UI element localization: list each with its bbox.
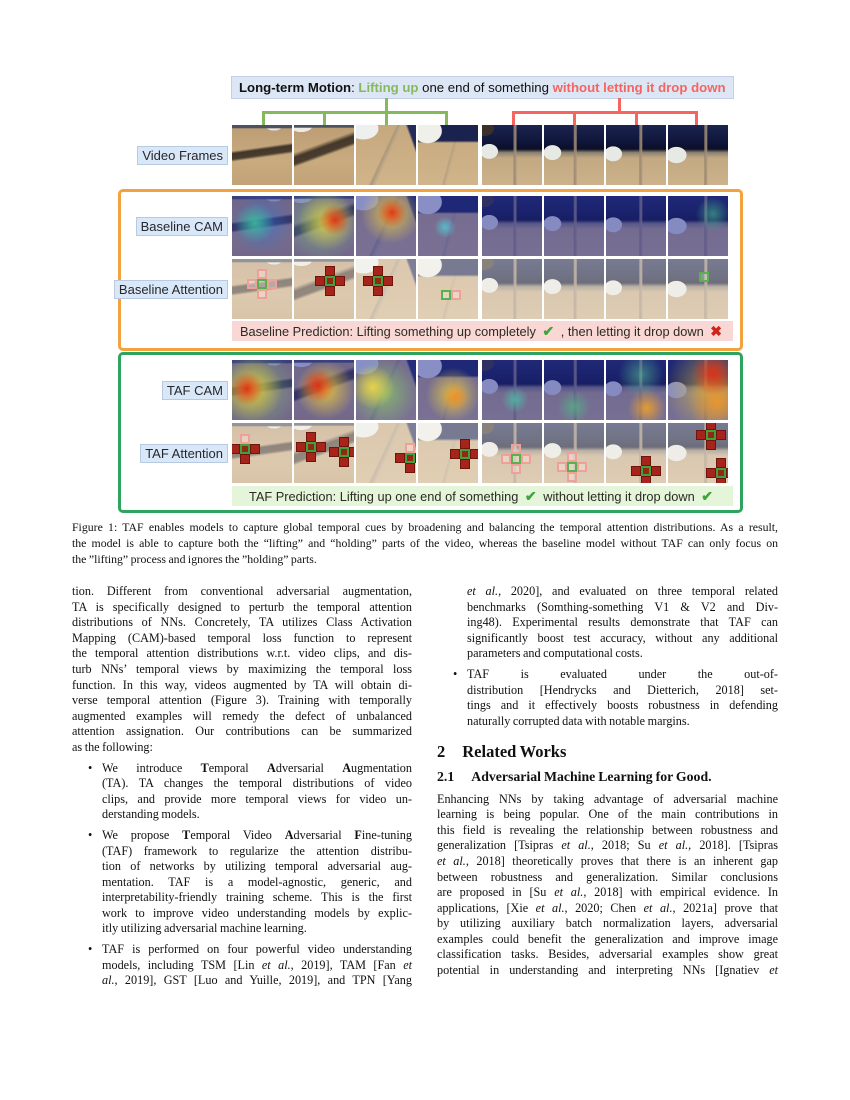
bracket-tick — [512, 111, 515, 126]
taf-att-frame-6 — [544, 423, 604, 483]
attention-cell — [349, 447, 354, 457]
attention-cell — [511, 444, 521, 454]
video-frame-2 — [294, 125, 354, 185]
cam-heatmap-overlay — [606, 196, 666, 256]
text-line: (TAF) framework to regularize the attention distribu- — [102, 843, 412, 858]
text-line: TAF is evaluated under the out-of- — [467, 666, 778, 681]
attention-cell — [450, 449, 460, 459]
attention-cell — [706, 440, 716, 450]
text-line: itly utilizing adversarial machine learning. — [102, 921, 307, 936]
text-line: examples could benefit the generalization and improve image — [437, 931, 778, 946]
taf-cam-frame-7 — [606, 360, 666, 420]
baseline-cam-frame-4 — [418, 196, 478, 256]
text-line: mentation. TAF is a model-agnostic, generic, and — [102, 874, 412, 889]
contribution-bullet-1 — [72, 761, 412, 823]
attention-cell — [325, 286, 335, 296]
baseline-cam-frame-3 — [356, 196, 416, 256]
attention-cell — [257, 269, 267, 279]
section-title: Related Works — [462, 742, 567, 762]
attention-cell — [451, 290, 461, 300]
taf-att-frame-5 — [482, 423, 542, 483]
taf-cam-frame-5 — [482, 360, 542, 420]
attention-cell — [460, 459, 470, 469]
text-line: augmented examples will remedy the defect of unbalanced — [72, 708, 412, 723]
text-line: verse temporal attention (Figure 3). Training with temporally — [72, 693, 412, 708]
attention-cell — [716, 430, 726, 440]
contribution-bullet-2 — [72, 828, 412, 937]
text-line: function. In this way, videos augmented by TA will obtain di- — [72, 677, 412, 692]
text-line: turb NNs’ temporal views by maximizing the temporal loss — [72, 661, 412, 676]
text-segment: Baseline Prediction: Lifting something up completely — [239, 323, 540, 339]
video-frame-3 — [356, 125, 416, 185]
text-line: the ”lifting” process and ignores the ”holding” parts. — [72, 552, 317, 566]
text-line: ing48). Experimental results demonstrate that TAF can — [467, 615, 778, 630]
text-line: models, including TSM [Lin et al., 2019], TAM [Fan et — [102, 957, 412, 972]
lifting-bracket — [262, 111, 448, 126]
attention-cell — [641, 476, 651, 483]
attention-cell — [567, 452, 577, 462]
video-frame-7 — [606, 125, 666, 185]
attention-cell — [257, 279, 267, 289]
text-line: clips, and provide more temporal views for video un- — [102, 791, 412, 806]
attention-cell — [395, 453, 405, 463]
attention-cell — [405, 463, 415, 473]
attention-cell — [316, 442, 326, 452]
attention-cell — [470, 449, 478, 459]
attention-cell — [501, 454, 511, 464]
bracket-stem — [385, 98, 388, 111]
attention-cell — [716, 468, 726, 478]
taf-cam-frame-4 — [418, 360, 478, 420]
attention-cell — [631, 466, 641, 476]
attention-frame-overlay — [294, 259, 354, 319]
baseline-att-strip — [232, 259, 729, 319]
text-line: significantly boost test accuracy, without any additional — [467, 630, 778, 645]
bullet-marker: • — [88, 942, 93, 957]
text-line: TA is specifically designed to perturb the temporal attention — [72, 599, 412, 614]
cross-icon: ✖ — [710, 322, 723, 339]
baseline-cam-frame-8 — [668, 196, 728, 256]
attention-frame-overlay — [482, 259, 542, 319]
attention-cell — [325, 266, 335, 276]
cam-heatmap-overlay — [356, 360, 416, 420]
text-line: as the following: — [72, 739, 153, 754]
attention-cell — [232, 444, 240, 454]
text-segment: TAF Prediction: Lifting up one end of something — [248, 488, 522, 504]
taf-cam-frame-3 — [356, 360, 416, 420]
attention-cell — [567, 462, 577, 472]
attention-frame-overlay — [418, 259, 478, 319]
bracket-tick — [445, 111, 448, 126]
attention-cell — [306, 432, 316, 442]
attention-frame-overlay — [668, 259, 728, 319]
cam-heatmap-overlay — [544, 196, 604, 256]
bullet-marker: • — [88, 760, 93, 775]
label-taf-cam: TAF CAM — [162, 381, 228, 400]
text-segment: without letting it drop down — [539, 488, 699, 504]
bracket-tick — [695, 111, 698, 126]
attention-frame-overlay — [606, 259, 666, 319]
baseline-att-frame-5 — [482, 259, 542, 319]
section-heading-related-works — [437, 744, 778, 760]
text-line: interpretability-friendly training scheme. This is the first — [102, 890, 412, 905]
text-line: We introduce Temporal Adversarial Augmentation — [102, 760, 412, 775]
attention-cell — [706, 468, 716, 478]
intro-paragraph — [72, 584, 412, 756]
text-line: work to improve video understanding models by explic- — [102, 905, 412, 920]
baseline-att-frame-6 — [544, 259, 604, 319]
baseline-cam-strip — [232, 196, 729, 256]
taf-att-frame-3 — [356, 423, 416, 483]
taf-att-frame-7 — [606, 423, 666, 483]
label-baseline-attention: Baseline Attention — [114, 280, 228, 299]
cam-heatmap-overlay — [418, 196, 478, 256]
taf-att-strip — [232, 423, 729, 483]
video-frame-4 — [418, 125, 478, 185]
attention-cell — [405, 443, 415, 453]
video-frame-5 — [482, 125, 542, 185]
text-line: by utilizing auxiliary batch normalization layers, adversarial — [437, 916, 778, 931]
text-line: Enhancing NNs by taking advantage of adversarial machine — [437, 791, 778, 806]
video-frame-8 — [668, 125, 728, 185]
text-line: et al., 2020], and evaluated on three temporal related — [467, 584, 778, 598]
taf-cam-frame-6 — [544, 360, 604, 420]
label-baseline-cam: Baseline CAM — [136, 217, 228, 236]
attention-cell — [716, 478, 726, 483]
bracket-stem — [618, 98, 621, 111]
attention-cell — [250, 444, 260, 454]
bracket-tick — [262, 111, 265, 126]
text-line: between robustness and generalization. Similar conclusions — [437, 869, 778, 884]
baseline-cam-frame-6 — [544, 196, 604, 256]
video-frame-1 — [232, 125, 292, 185]
text-line: (TA). TA changes the temporal distributions of video — [102, 776, 412, 791]
text-line: Mapping (CAM)-based temporal loss function to represent — [72, 630, 412, 645]
bullet-text — [467, 667, 778, 729]
text-line: classification tasks. Besides, adversarial examples show great — [437, 947, 778, 962]
bracket-bar — [512, 111, 698, 114]
attention-frame-overlay — [544, 259, 604, 319]
text-line: parameters and computational costs. — [467, 646, 643, 661]
bracket-tick — [573, 111, 576, 126]
cam-heatmap-overlay — [482, 360, 542, 420]
text-segment: without letting it drop down — [552, 80, 726, 95]
baseline-att-frame-4 — [418, 259, 478, 319]
label-video-frames: Video Frames — [137, 146, 228, 165]
attention-cell — [257, 289, 267, 299]
attention-cell — [460, 449, 470, 459]
contribution-bullet-4 — [437, 667, 778, 729]
bracket-tick — [323, 111, 326, 126]
attention-cell — [296, 442, 306, 452]
attention-cell — [383, 276, 393, 286]
text-segment: one end of something — [418, 80, 553, 95]
attention-cell — [267, 279, 277, 289]
related-works-paragraph — [437, 792, 778, 979]
text-segment: : — [351, 80, 359, 95]
text-line: attention assignation. Our contributions can be summarized — [72, 724, 412, 739]
cam-heatmap-overlay — [544, 360, 604, 420]
attention-cell — [441, 290, 451, 300]
attention-cell — [641, 466, 651, 476]
attention-cell — [415, 453, 416, 463]
cam-heatmap-overlay — [418, 360, 478, 420]
attention-cell — [306, 452, 316, 462]
text-line: benchmarks (Somthing-something V1 & V2 and Div- — [467, 599, 778, 614]
attention-cell — [247, 279, 257, 289]
figure-title-banner — [231, 76, 734, 99]
right-column — [437, 584, 778, 979]
text-segment: Long-term Motion — [239, 80, 352, 95]
attention-cell — [335, 276, 345, 286]
text-line: the model is able to capture both the “lifting” and “holding” parts of the video, whereas the baseline model without TAF can only focus on — [72, 536, 778, 550]
text-line: et al., 2018] theoretically proves that there is an inherent gap — [437, 853, 778, 868]
attention-frame-overlay — [356, 259, 416, 319]
text-line: distribution [Hendrycks and Dietterich, 2018] set- — [467, 682, 778, 697]
text-segment: , then letting it drop down — [557, 323, 708, 339]
text-line: Figure 1: TAF enables models to capture global temporal cues by broadening and balancing the temporal attention distributions. As a result, — [72, 520, 778, 534]
subsection-title: Adversarial Machine Learning for Good. — [471, 768, 712, 784]
attention-cell — [363, 276, 373, 286]
text-line: We propose Temporal Video Adversarial Fine-tuning — [102, 827, 412, 842]
bullet-marker: • — [88, 827, 93, 842]
text-line: al., 2019], GST [Luo and Yuille, 2019], and TPN [Yang — [102, 973, 412, 988]
attention-cell — [521, 454, 531, 464]
taf-cam-strip — [232, 360, 729, 420]
text-line: naturally corrupted data with notable margins. — [467, 713, 690, 728]
bullet-text — [102, 761, 412, 823]
baseline-att-frame-8 — [668, 259, 728, 319]
cam-heatmap-overlay — [294, 360, 354, 420]
attention-cell — [577, 462, 587, 472]
attention-cell — [460, 439, 470, 449]
baseline-att-frame-1 — [232, 259, 292, 319]
bracket-tick — [635, 111, 638, 126]
attention-cell — [651, 466, 661, 476]
attention-cell — [373, 276, 383, 286]
taf-att-frame-8 — [668, 423, 728, 483]
attention-cell — [641, 456, 651, 466]
attention-cell — [240, 444, 250, 454]
check-icon: ✔ — [701, 487, 714, 504]
text-segment: Lifting up — [358, 80, 419, 95]
attention-cell — [706, 423, 716, 430]
baseline-cam-frame-5 — [482, 196, 542, 256]
video-frame-6 — [544, 125, 604, 185]
baseline-att-frame-2 — [294, 259, 354, 319]
bullet-marker: • — [453, 666, 458, 681]
attention-cell — [373, 286, 383, 296]
baseline-cam-frame-2 — [294, 196, 354, 256]
baseline-prediction-bar — [232, 321, 733, 341]
attention-cell — [325, 276, 335, 286]
text-line: are proposed in [Su et al., 2018] with empirical evidence. In — [437, 885, 779, 900]
holding-bracket — [512, 111, 698, 126]
taf-prediction-bar — [232, 486, 733, 506]
baseline-cam-frame-1 — [232, 196, 292, 256]
section-number: 2 — [437, 742, 446, 762]
text-line: tings and it effectively boosts robustness in defending — [467, 698, 778, 713]
attention-cell — [699, 272, 709, 282]
text-line: TAF is performed on four powerful video understanding — [102, 942, 412, 957]
subsection-number: 2.1 — [437, 768, 455, 784]
attention-cell — [511, 454, 521, 464]
subsection-heading-adversarial-ml — [437, 769, 778, 785]
text-line: generalization [Tsipras et al., 2018; Su et al., 2018]. [Tsipras — [437, 838, 778, 853]
baseline-cam-frame-7 — [606, 196, 666, 256]
left-column — [72, 584, 412, 989]
taf-cam-frame-1 — [232, 360, 292, 420]
text-line: applications, [Xie et al., 2020; Chen et al., 2021a] prove that — [437, 900, 778, 915]
check-icon: ✔ — [524, 487, 537, 504]
bracket-tick — [385, 111, 388, 126]
cam-heatmap-overlay — [668, 196, 728, 256]
bullet-text — [102, 828, 412, 937]
attention-cell — [511, 464, 521, 474]
cam-heatmap-overlay — [668, 360, 728, 420]
attention-cell — [240, 454, 250, 464]
taf-att-frame-1 — [232, 423, 292, 483]
attention-cell — [716, 458, 726, 468]
attention-cell — [339, 457, 349, 467]
attention-cell — [339, 447, 349, 457]
attention-cell — [557, 462, 567, 472]
attention-cell — [329, 447, 339, 457]
cam-heatmap-overlay — [294, 196, 354, 256]
baseline-att-frame-7 — [606, 259, 666, 319]
figure-caption — [72, 519, 778, 567]
bracket-bar — [262, 111, 448, 114]
taf-cam-frame-8 — [668, 360, 728, 420]
attention-cell — [706, 430, 716, 440]
text-line: this field is revealing the relationship between robustness and — [437, 822, 778, 837]
taf-cam-frame-2 — [294, 360, 354, 420]
attention-cell — [339, 437, 349, 447]
attention-cell — [405, 453, 415, 463]
attention-cell — [240, 434, 250, 444]
taf-att-frame-4 — [418, 423, 478, 483]
attention-cell — [373, 266, 383, 276]
label-taf-attention: TAF Attention — [140, 444, 228, 463]
text-line: tion. Different from conventional adversarial augmentation, — [72, 584, 412, 598]
baseline-att-frame-3 — [356, 259, 416, 319]
text-line: derstanding models. — [102, 807, 200, 822]
video-strip — [232, 125, 729, 185]
attention-cell — [306, 442, 316, 452]
text-line: tion of networks by utilizing temporal adversarial aug- — [102, 859, 412, 874]
cam-heatmap-overlay — [232, 360, 292, 420]
check-icon: ✔ — [542, 322, 555, 339]
attention-cell — [567, 472, 577, 482]
cam-heatmap-overlay — [606, 360, 666, 420]
cam-heatmap-overlay — [232, 196, 292, 256]
contribution-bullet-3 — [72, 942, 412, 989]
bullet-text — [102, 942, 412, 989]
cam-heatmap-overlay — [482, 196, 542, 256]
taf-att-frame-2 — [294, 423, 354, 483]
text-line: the temporal attention distributions w.r.t. video clips, and dis- — [72, 646, 412, 661]
attention-cell — [315, 276, 325, 286]
text-line: distributions of NNs. Concretely, TA utilizes Class Activation — [72, 615, 412, 630]
text-line: potential in understanding and interpreting NNs [Ignatiev et — [437, 963, 778, 978]
cam-heatmap-overlay — [356, 196, 416, 256]
attention-cell — [726, 468, 728, 478]
attention-cell — [696, 430, 706, 440]
bullet-continuation — [437, 584, 778, 662]
text-line: learning is being popular. One of the main contributions in — [437, 807, 778, 822]
